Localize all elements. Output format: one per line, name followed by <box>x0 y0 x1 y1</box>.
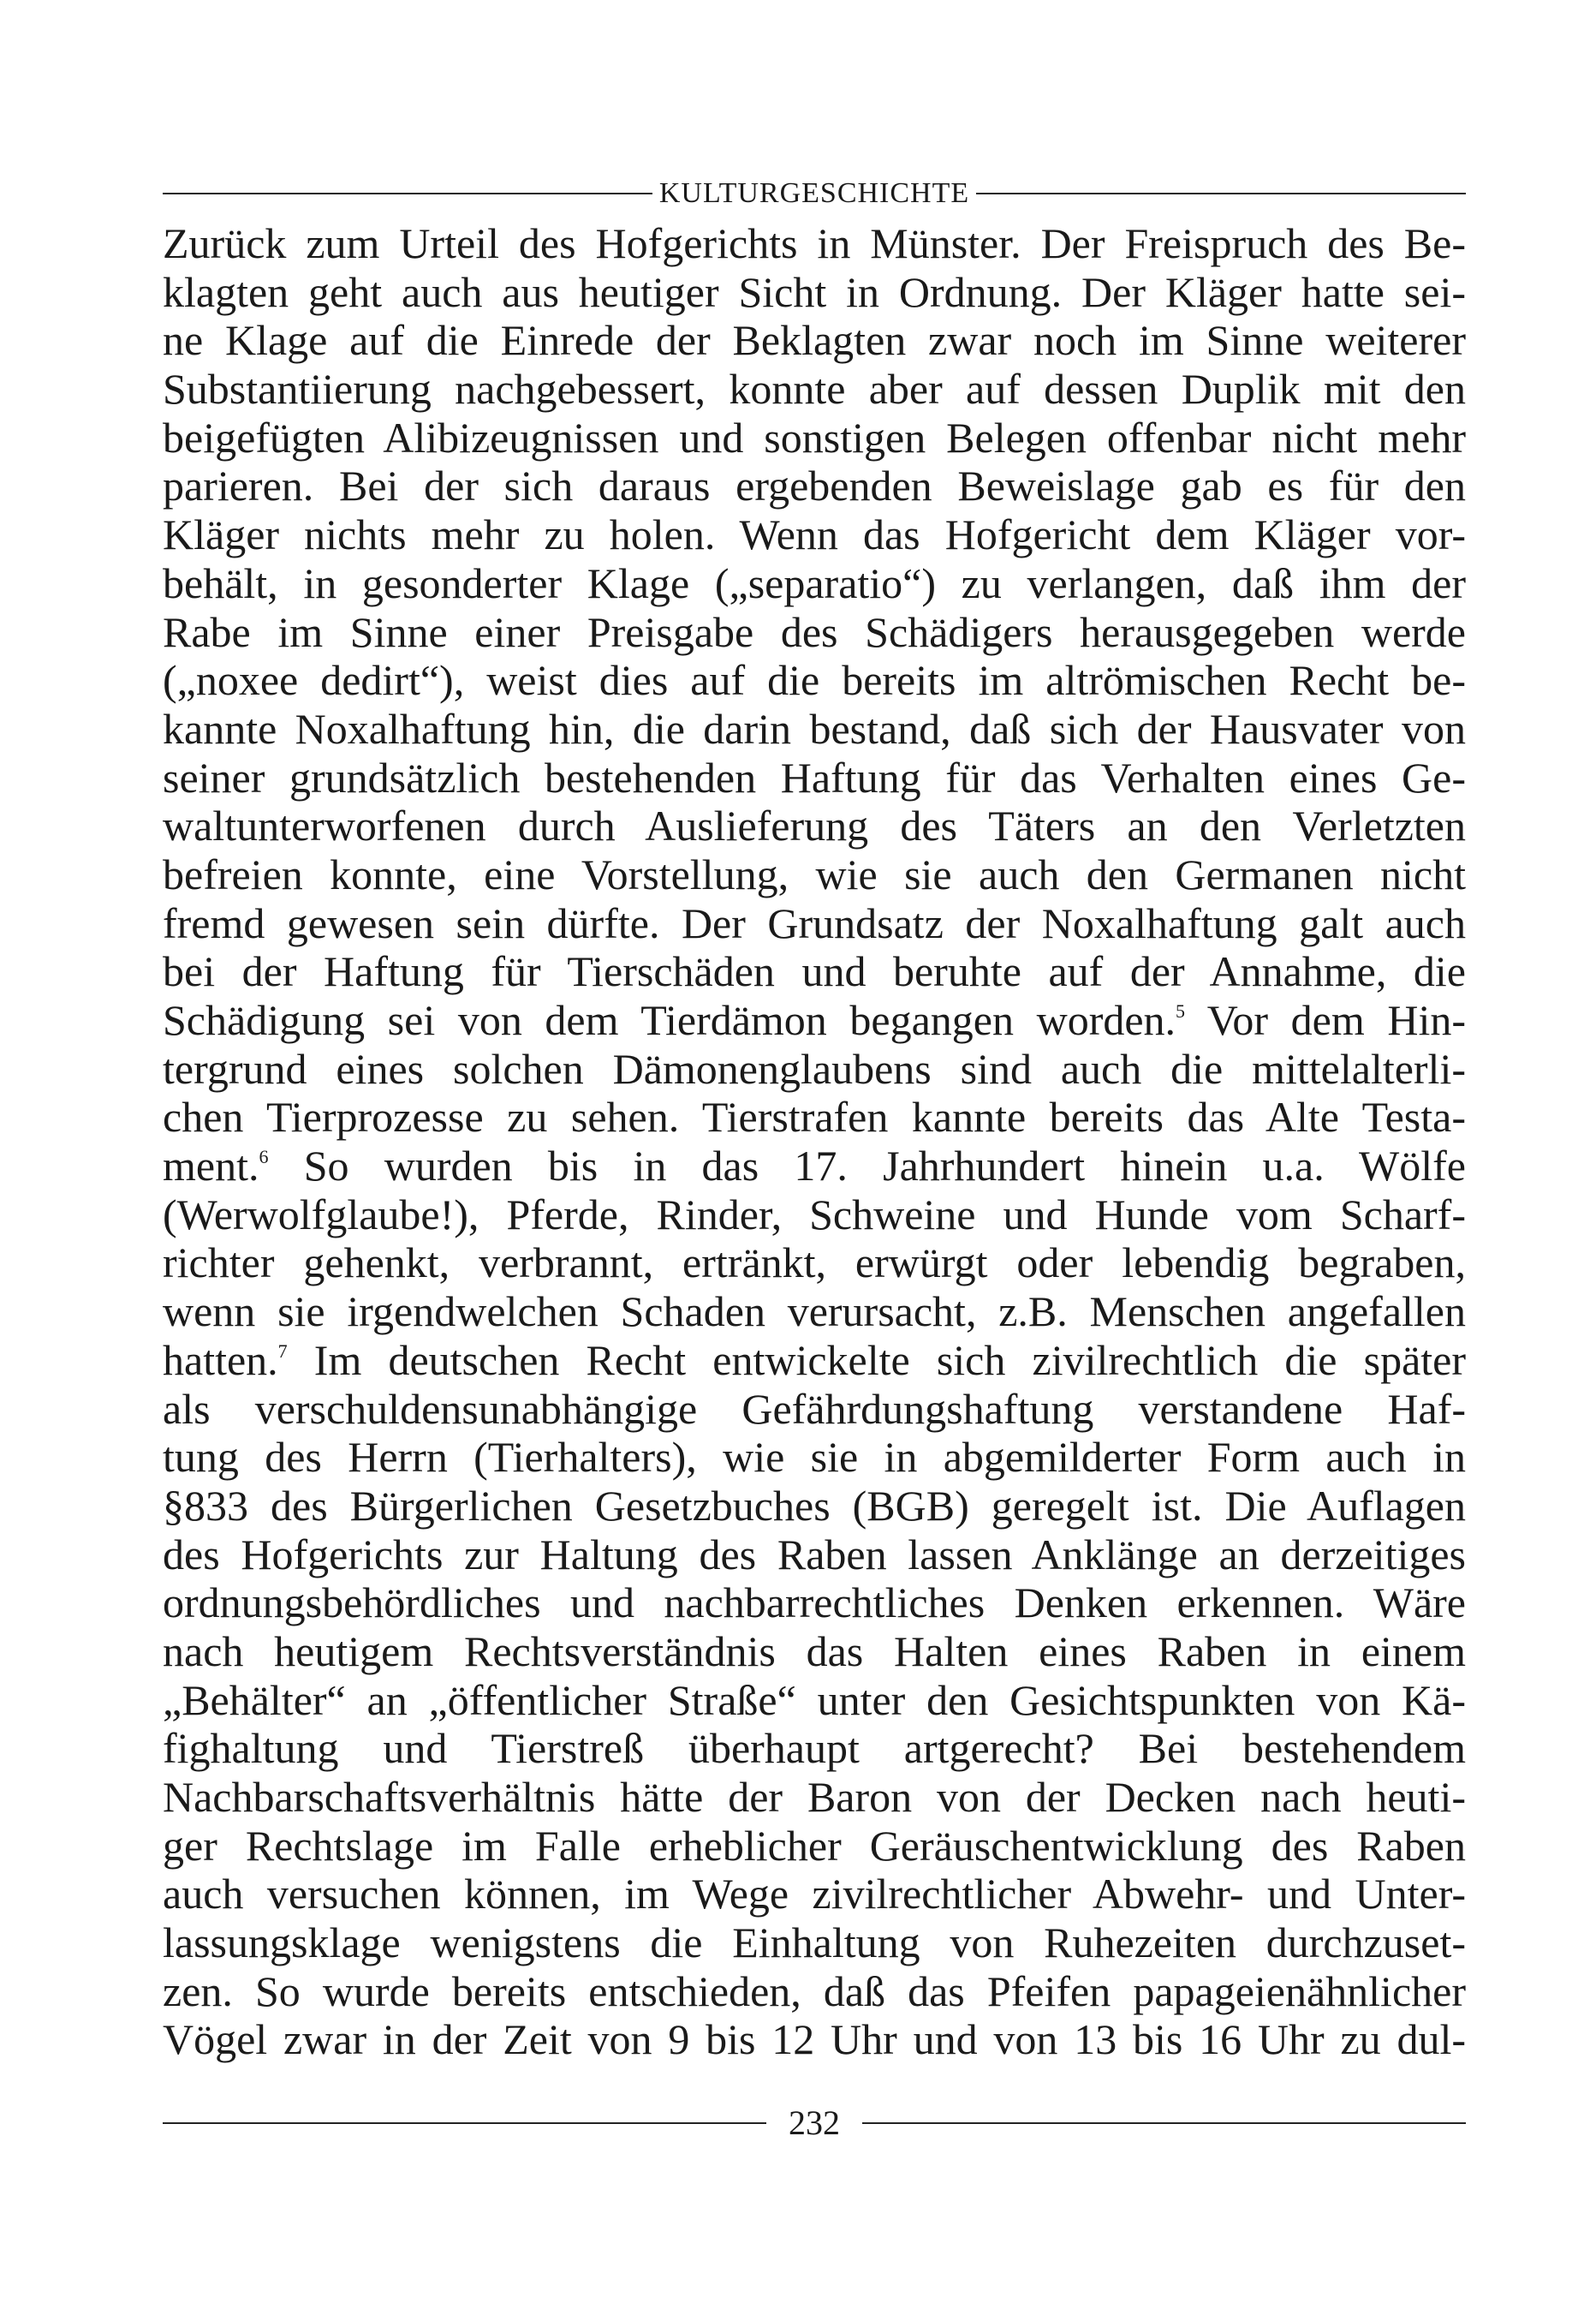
running-header <box>163 171 1466 216</box>
text-line: zen. So wurde bereits entschieden, daß das Pfeifen papageienähnlicher <box>163 1966 1466 2015</box>
text-line: Nachbarschaftsverhältnis hätte der Baron von der Decken nach heuti- <box>163 1773 1466 1821</box>
text-line: Zurück zum Urteil des Hofgerichts in Münster. Der Freispruch des Be- <box>163 219 1466 267</box>
body-text <box>163 219 1466 2064</box>
text-line: fighaltung und Tierstreß überhaupt artgerecht? Bei bestehendem <box>163 1724 1466 1773</box>
text-line: nach heutigem Rechtsverständnis das Halten eines Raben in einem <box>163 1626 1466 1675</box>
text-line: richter gehenkt, verbrannt, ertränkt, erwürgt oder lebendig begraben, <box>163 1238 1466 1287</box>
footnote-marker: 5 <box>1176 1000 1186 1022</box>
text-line: als verschuldensunabhängige Gefährdungshaftung verstandene Haf- <box>163 1384 1466 1433</box>
text-line: (Werwolfglaube!), Pferde, Rinder, Schweine und Hunde vom Scharf- <box>163 1190 1466 1238</box>
text-line: Rabe im Sinne einer Preisgabe des Schädigers herausgegeben werde <box>163 607 1466 656</box>
text-line: Kläger nichts mehr zu holen. Wenn das Hofgericht dem Kläger vor- <box>163 510 1466 559</box>
text-line: ne Klage auf die Einrede der Beklagten zwar noch im Sinne weiterer <box>163 316 1466 365</box>
text-segment: Schädigung sei von dem Tierdämon begangen worden. <box>163 996 1176 1044</box>
text-line: kannte Noxalhaftung hin, die darin bestand, daß sich der Hausvater von <box>163 704 1466 753</box>
text-line: parieren. Bei der sich daraus ergebenden Beweislage gab es für den <box>163 462 1466 510</box>
text-line: ger Rechtslage im Falle erheblicher Geräuschentwicklung des Raben <box>163 1821 1466 1870</box>
text-line: ordnungsbehördliches und nachbarrechtliches Denken erkennen. Wäre <box>163 1578 1466 1627</box>
text-line: beigefügten Alibizeugnissen und sonstigen Belegen offenbar nicht mehr <box>163 413 1466 462</box>
text-segment: ment. <box>163 1142 259 1190</box>
text-line: seiner grundsätzlich bestehenden Haftung für das Verhalten eines Ge- <box>163 753 1466 802</box>
section-title: KULTURGESCHICHTE <box>658 177 970 209</box>
footnote-marker: 7 <box>277 1339 288 1362</box>
text-segment: So wurden bis in das 17. Jahrhundert hinein u.a. Wölfe <box>268 1142 1466 1190</box>
header-rule-left <box>163 193 652 194</box>
text-line: §833 des Bürgerlichen Gesetzbuches (BGB) geregelt ist. Die Auflagen <box>163 1481 1466 1530</box>
text-line: tung des Herrn (Tierhalters), wie sie in abgemilderter Form auch in <box>163 1433 1466 1482</box>
text-line: tergrund eines solchen Dämonenglaubens sind auch die mittelalterli- <box>163 1044 1466 1093</box>
text-line: lassungsklage wenigstens die Einhaltung von Ruhezeiten durchzuset- <box>163 1918 1466 1967</box>
text-segment: hatten. <box>163 1335 278 1384</box>
page-footer <box>163 2100 1466 2146</box>
text-segment: Im deutschen Recht entwickelte sich zivilrechtlich die später <box>287 1335 1466 1384</box>
text-line: „Behälter“ an „öffentlicher Straße“ unter den Gesichtspunkten von Kä- <box>163 1675 1466 1724</box>
text-line: auch versuchen können, im Wege zivilrechtlicher Abwehr- und Unter- <box>163 1870 1466 1918</box>
text-line: bei der Haftung für Tierschäden und beruhte auf der Annahme, die <box>163 947 1466 996</box>
text-line: („noxee dedirt“), weist dies auf die bereits im altrömischen Recht be- <box>163 656 1466 705</box>
text-line: des Hofgerichts zur Haltung des Raben lassen Anklänge an derzeitiges <box>163 1530 1466 1578</box>
header-rule-right <box>976 193 1466 194</box>
page-number: 232 <box>789 2103 840 2142</box>
text-line: fremd gewesen sein dürfte. Der Grundsatz der Noxalhaftung galt auch <box>163 898 1466 947</box>
text-line: chen Tierprozesse zu sehen. Tierstrafen kannte bereits das Alte Testa- <box>163 1093 1466 1142</box>
footer-rule-left <box>163 2122 766 2124</box>
text-line <box>163 1336 1466 1385</box>
footer-rule-right <box>862 2122 1466 2124</box>
text-line: befreien konnte, eine Vorstellung, wie sie auch den Germanen nicht <box>163 850 1466 898</box>
text-line: waltunterworfenen durch Auslieferung des Täters an den Verletzten <box>163 802 1466 850</box>
text-line: Vögel zwar in der Zeit von 9 bis 12 Uhr und von 13 bis 16 Uhr zu dul- <box>163 2015 1466 2064</box>
text-line: Substantiierung nachgebessert, konnte aber auf dessen Duplik mit den <box>163 365 1466 414</box>
footnote-marker: 6 <box>259 1146 269 1168</box>
text-line: wenn sie irgendwelchen Schaden verursacht, z.B. Menschen angefallen <box>163 1287 1466 1336</box>
text-line <box>163 1142 1466 1190</box>
text-line <box>163 996 1466 1045</box>
text-line: behält, in gesonderter Klage („separatio“) zu verlangen, daß ihm der <box>163 558 1466 607</box>
text-line: klagten geht auch aus heutiger Sicht in Ordnung. Der Kläger hatte sei- <box>163 267 1466 316</box>
text-segment: Vor dem Hin- <box>1185 996 1466 1044</box>
